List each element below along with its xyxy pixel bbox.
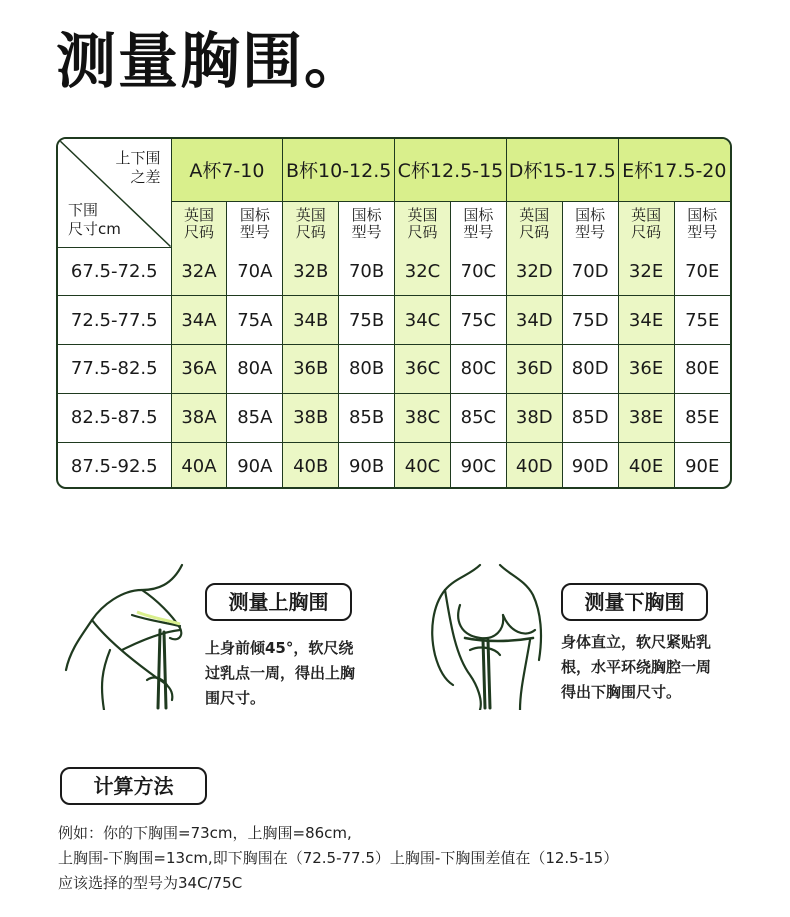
corner-diff-label-2: 之差 — [130, 168, 161, 186]
sub-header-cn-size: 国标 型号 — [674, 201, 730, 247]
cn-size-cell: 80A — [227, 345, 283, 394]
uk-size-cell: 38C — [395, 393, 451, 442]
cn-size-cell: 75B — [339, 296, 395, 345]
cn-size-cell: 80B — [339, 345, 395, 394]
cn-size-cell: 70D — [562, 247, 618, 296]
cn-size-cell: 85D — [562, 393, 618, 442]
cn-size-cell: 90B — [339, 442, 395, 489]
size-chart-table — [56, 137, 732, 489]
uk-size-cell: 36C — [395, 345, 451, 394]
cn-size-cell: 75E — [674, 296, 730, 345]
uk-size-cell: 38D — [506, 393, 562, 442]
underbust-range-cell: 72.5-77.5 — [58, 296, 171, 345]
cn-size-cell: 75A — [227, 296, 283, 345]
cup-header-d: D杯15-17.5 — [506, 139, 618, 201]
lower-bust-label: 测量下胸围 — [561, 583, 708, 621]
cn-size-cell: 85E — [674, 393, 730, 442]
calculation-example — [58, 821, 618, 896]
uk-size-cell: 34B — [283, 296, 339, 345]
corner-diff-label-1: 上下围 — [115, 149, 161, 167]
cn-size-cell: 90E — [674, 442, 730, 489]
lower-desc-line-3: 得出下胸围尺寸。 — [561, 683, 682, 701]
underbust-range-cell: 87.5-92.5 — [58, 442, 171, 489]
uk-size-cell: 34D — [506, 296, 562, 345]
table-row — [58, 345, 730, 394]
uk-size-cell: 36E — [618, 345, 674, 394]
sub-header-cn-size: 国标 型号 — [339, 201, 395, 247]
cup-header-b: B杯10-12.5 — [283, 139, 395, 201]
cn-size-cell: 90A — [227, 442, 283, 489]
uk-size-cell: 40C — [395, 442, 451, 489]
page-title: 测量胸围。 — [56, 27, 366, 97]
sub-header-uk-size: 英国 尺码 — [171, 201, 227, 247]
cn-size-cell: 70B — [339, 247, 395, 296]
uk-size-cell: 40E — [618, 442, 674, 489]
cn-size-cell: 70E — [674, 247, 730, 296]
underbust-range-cell: 82.5-87.5 — [58, 393, 171, 442]
corner-underbust-label-1: 下围 — [68, 200, 99, 219]
underbust-range-cell: 77.5-82.5 — [58, 345, 171, 394]
cn-size-cell: 90C — [450, 442, 506, 489]
cn-size-cell: 85A — [227, 393, 283, 442]
upper-bust-label: 测量上胸围 — [205, 583, 352, 621]
table-row — [58, 393, 730, 442]
table-corner-header — [58, 139, 171, 247]
cn-size-cell: 85C — [450, 393, 506, 442]
cn-size-cell: 90D — [562, 442, 618, 489]
upper-bust-illustration-icon — [62, 560, 192, 710]
example-line-3: 应该选择的型号为34C/75C — [58, 874, 243, 892]
sub-header-uk-size: 英国 尺码 — [283, 201, 339, 247]
cn-size-cell: 80E — [674, 345, 730, 394]
corner-underbust-label-2: 尺寸cm — [68, 219, 121, 238]
sub-header-cn-size: 国标 型号 — [562, 201, 618, 247]
underbust-range-cell: 67.5-72.5 — [58, 247, 171, 296]
cup-header-e: E杯17.5-20 — [618, 139, 730, 201]
uk-size-cell: 40A — [171, 442, 227, 489]
uk-size-cell: 38E — [618, 393, 674, 442]
lower-desc-line-1: 身体直立，软尺紧贴乳 — [561, 633, 712, 651]
uk-size-cell: 38B — [283, 393, 339, 442]
table-row — [58, 247, 730, 296]
uk-size-cell: 34E — [618, 296, 674, 345]
sub-header-uk-size: 英国 尺码 — [395, 201, 451, 247]
cn-size-cell: 80C — [450, 345, 506, 394]
cn-size-cell: 80D — [562, 345, 618, 394]
cn-size-cell: 75D — [562, 296, 618, 345]
uk-size-cell: 32E — [618, 247, 674, 296]
sub-header-uk-size: 英国 尺码 — [506, 201, 562, 247]
upper-desc-line-3: 围尺寸。 — [205, 689, 266, 707]
table-row — [58, 442, 730, 489]
cn-size-cell: 85B — [339, 393, 395, 442]
uk-size-cell: 32B — [283, 247, 339, 296]
lower-desc-line-2: 根，水平环绕胸腔一周 — [561, 658, 712, 676]
uk-size-cell: 36A — [171, 345, 227, 394]
uk-size-cell: 32C — [395, 247, 451, 296]
uk-size-cell: 36D — [506, 345, 562, 394]
sub-header-cn-size: 国标 型号 — [227, 201, 283, 247]
table-row — [58, 296, 730, 345]
lower-bust-description — [561, 630, 711, 705]
uk-size-cell: 38A — [171, 393, 227, 442]
uk-size-cell: 34A — [171, 296, 227, 345]
cup-header-a: A杯7-10 — [171, 139, 283, 201]
example-line-1: 例如：你的下胸围=73cm，上胸围=86cm, — [58, 824, 352, 842]
cn-size-cell: 70A — [227, 247, 283, 296]
lower-bust-illustration-icon — [425, 560, 550, 710]
sub-header-cn-size: 国标 型号 — [450, 201, 506, 247]
uk-size-cell: 32D — [506, 247, 562, 296]
upper-bust-description — [205, 636, 355, 711]
upper-desc-line-1: 上身前倾45°，软尺绕 — [205, 639, 354, 657]
uk-size-cell: 36B — [283, 345, 339, 394]
example-line-2: 上胸围-下胸围=13cm,即下胸围在（72.5-77.5）上胸围-下胸围差值在（12.5-15） — [58, 849, 619, 867]
uk-size-cell: 40B — [283, 442, 339, 489]
calculation-method-label: 计算方法 — [60, 767, 207, 805]
cup-header-c: C杯12.5-15 — [395, 139, 507, 201]
cn-size-cell: 70C — [450, 247, 506, 296]
upper-desc-line-2: 过乳点一周，得出上胸 — [205, 664, 356, 682]
cn-size-cell: 75C — [450, 296, 506, 345]
uk-size-cell: 40D — [506, 442, 562, 489]
sub-header-uk-size: 英国 尺码 — [618, 201, 674, 247]
uk-size-cell: 34C — [395, 296, 451, 345]
uk-size-cell: 32A — [171, 247, 227, 296]
